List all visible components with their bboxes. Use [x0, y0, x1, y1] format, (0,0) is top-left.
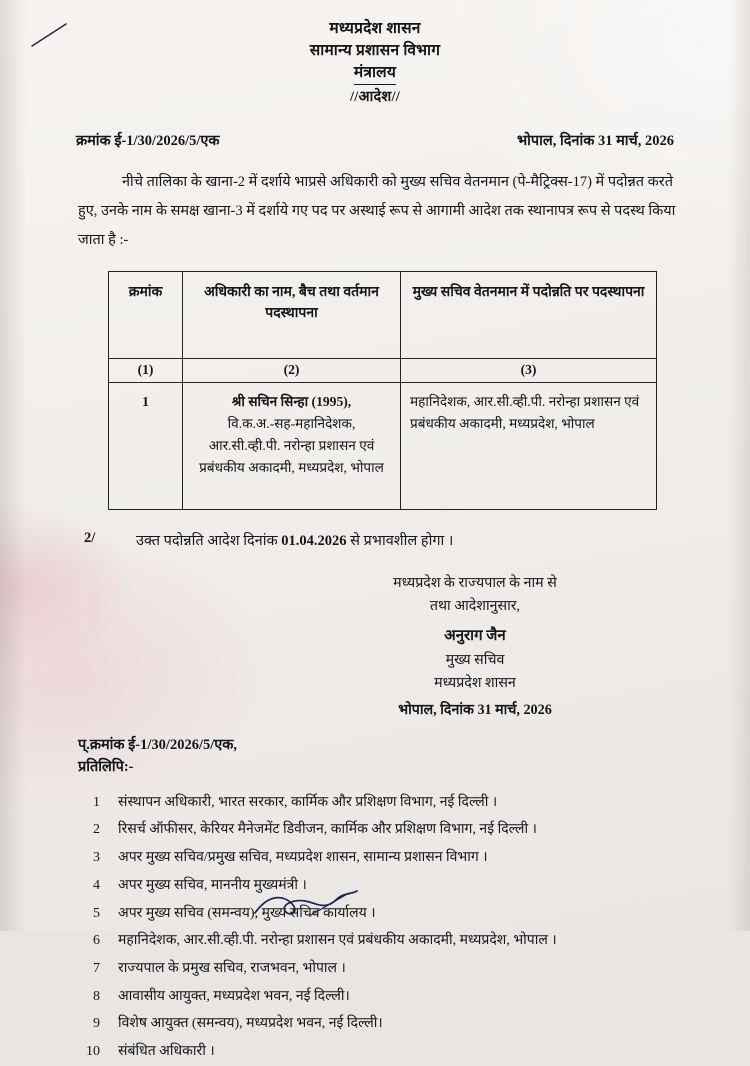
list-item-text: आवासीय आयुक्त, मध्यप्रदेश भवन, नई दिल्ली। — [118, 988, 350, 1004]
clause-2-text — [136, 530, 453, 550]
list-item-index: 7 — [93, 961, 100, 977]
copy-to-list — [0, 789, 750, 1066]
table-header-row — [109, 272, 657, 359]
signature-block — [0, 572, 750, 721]
row-officer-name: श्री सचिन सिन्हा (1995), — [231, 394, 352, 410]
row-serial: 1 — [109, 383, 183, 510]
signature-place-date: भोपाल, दिनांक 31 मार्च, 2026 — [398, 701, 552, 718]
list-item — [0, 955, 750, 983]
list-item — [0, 983, 750, 1011]
signatory-designation: मुख्य सचिव — [445, 651, 505, 668]
table-row — [109, 383, 657, 510]
list-item-index: 1 — [93, 794, 100, 810]
list-item-text: अपर मुख्य सचिव, माननीय मुख्यमंत्री । — [118, 877, 307, 893]
copy-to-label: प्रतिलिपि:- — [78, 759, 134, 776]
letterhead — [0, 0, 750, 108]
table-column-number-row — [109, 359, 657, 383]
order-body-paragraph — [78, 168, 676, 256]
clause-2-number: 2/ — [84, 530, 96, 547]
list-item-text: विशेष आयुक्त (समन्वय), मध्यप्रदेश भवन, नई दिल्ली। — [118, 1016, 383, 1032]
list-item-text: राज्यपाल के प्रमुख सचिव, राजभवन, भोपाल । — [118, 961, 346, 977]
row-officer-details: वि.क.अ.-सह-महानिदेशक, आर.सी.व्ही.पी. नरोन्हा प्रशासन एवं प्रबंधकीय अकादमी, मध्यप्रदेश, भोपाल — [199, 416, 384, 476]
list-item-index: 2 — [93, 822, 100, 838]
table-header-posting: मुख्य सचिव वेतनमान में पदोन्नति पर पदस्थापना — [401, 272, 657, 359]
signatory-name: अनुराग जैन — [444, 628, 506, 645]
list-item-index: 3 — [93, 850, 100, 866]
list-item-index: 5 — [93, 905, 100, 921]
list-item-text: संस्थापन अधिकारी, भारत सरकार, कार्मिक और प्रशिक्षण विभाग, नई दिल्ली । — [118, 794, 498, 810]
list-item-index: 10 — [86, 1044, 100, 1060]
list-item-index: 6 — [93, 933, 100, 949]
signatory-government: मध्यप्रदेश शासन — [434, 674, 516, 691]
copy-to-reference-number: प्.क्रमांक ई-1/30/2026/5/एक, — [78, 736, 238, 753]
list-item-index: 8 — [93, 988, 100, 1004]
letterhead-state: मध्यप्रदेश शासन — [329, 20, 421, 37]
clause-2-text-after: से प्रभावशील होगा । — [346, 533, 454, 550]
reference-place-date: भोपाल, दिनांक 31 मार्च, 2026 — [516, 132, 674, 149]
row-officer — [183, 383, 401, 510]
clause-2 — [84, 530, 750, 550]
list-item — [0, 1010, 750, 1038]
officer-table — [108, 271, 657, 510]
column-number-2: (2) — [183, 359, 401, 383]
list-item-text: रिसर्च ऑफीसर, केरियर मैनेजमेंट डिवीजन, कार्मिक और प्रशिक्षण विभाग, नई दिल्ली । — [118, 822, 537, 838]
letterhead-mantralaya: मंत्रालय — [354, 62, 396, 85]
list-item — [0, 816, 750, 844]
list-item — [0, 872, 750, 900]
list-item — [0, 844, 750, 872]
clause-2-text-before: उक्त पदोन्नति आदेश दिनांक — [136, 533, 282, 550]
paragraph-text: नीचे तालिका के खाना-2 में दर्शाये भाप्रसे अधिकारी को मुख्य सचिव वेतनमान (पे-मैट्रिक्स-17) में पदोन्नत करते हुए, उनके नाम के समक्ष खाना-3 में दर्शाये गए पद पर अस्थाई रूप से आगामी आदेश तक स्थानापत्र रूप से पदस्थ किया जाता है :- — [78, 173, 676, 249]
row-new-posting: महानिदेशक, आर.सी.व्ही.पी. नरोन्हा प्रशासन एवं प्रबंधकीय अकादमी, मध्यप्रदेश, भोपाल — [401, 383, 657, 510]
table-header-officer: अधिकारी का नाम, बैच तथा वर्तमान पदस्थापना — [183, 272, 401, 359]
clause-2-effective-date: 01.04.2026 — [281, 533, 347, 550]
column-number-1: (1) — [109, 359, 183, 383]
copy-to-reference-block — [78, 734, 750, 779]
list-item-index: 4 — [93, 877, 100, 893]
column-number-3: (3) — [401, 359, 657, 383]
list-item-text: अपर मुख्य सचिव (समन्वय), मुख्य सचिव कार्यालय । — [118, 905, 376, 921]
list-item — [0, 789, 750, 817]
table-header-serial: क्रमांक — [109, 272, 183, 359]
signature-by-order-line1: मध्यप्रदेश के राज्यपाल के नाम से — [393, 575, 557, 592]
handwritten-signature-icon — [245, 885, 365, 925]
list-item-index: 9 — [93, 1016, 100, 1032]
letterhead-department: सामान्य प्रशासन विभाग — [309, 42, 441, 59]
list-item — [0, 900, 750, 928]
list-item — [0, 927, 750, 955]
list-item-text: अपर मुख्य सचिव/प्रमुख सचिव, मध्यप्रदेश शासन, सामान्य प्रशासन विभाग । — [118, 850, 488, 866]
list-item-text: संबंधित अधिकारी । — [118, 1044, 215, 1060]
list-item-text: महानिदेशक, आर.सी.व्ही.पी. नरोन्हा प्रशासन एवं प्रबंधकीय अकादमी, मध्यप्रदेश, भोपाल । — [118, 933, 557, 949]
reference-row — [76, 130, 678, 150]
signature-by-order-line2: तथा आदेशानुसार, — [429, 598, 521, 615]
letterhead-order-label: //आदेश// — [350, 89, 400, 105]
reference-number: क्रमांक ई-1/30/2026/5/एक — [76, 132, 220, 149]
list-item — [0, 1038, 750, 1066]
